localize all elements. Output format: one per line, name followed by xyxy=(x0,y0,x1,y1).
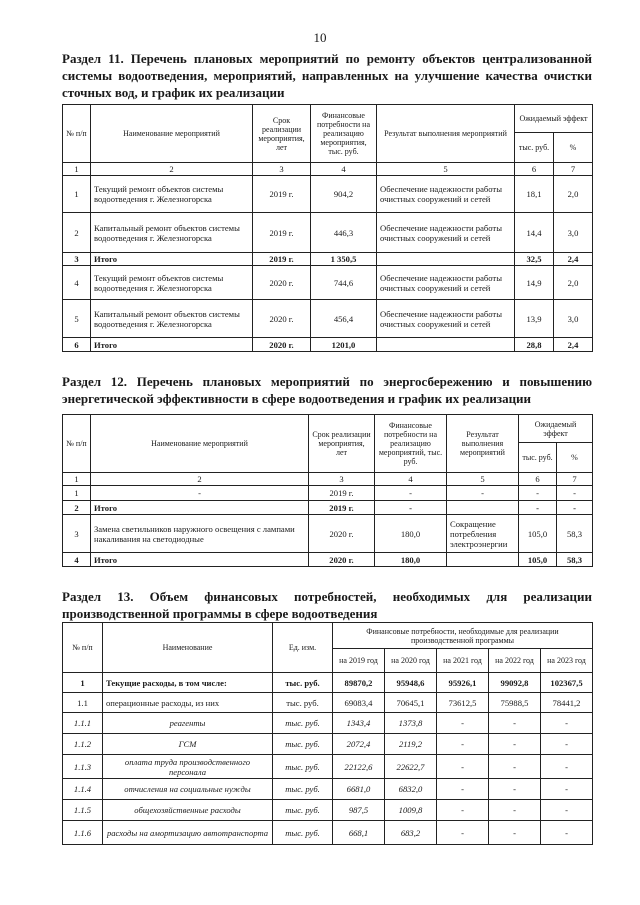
row-unit: тыс. руб. xyxy=(273,693,333,713)
row-pct: 58,3 xyxy=(557,515,593,553)
table-row xyxy=(63,266,593,300)
col-number: 4 xyxy=(311,163,377,176)
header-effect-pct: % xyxy=(557,443,593,473)
row-name: Текущий ремонт объектов системы водоотведения г. Железногорска xyxy=(91,266,253,300)
row-term: 2020 г. xyxy=(309,515,375,553)
row-term: 2019 г. xyxy=(253,176,311,213)
row-value: 22122,6 xyxy=(333,755,385,779)
row-name: Замена светильников наружного освещения с лампами накаливания на светодиодные xyxy=(91,515,309,553)
section-11-table xyxy=(62,104,593,352)
row-value: - xyxy=(437,779,489,800)
header-finance: Финансовые потребности, необходимые для реализации производственной программы xyxy=(333,623,593,649)
section-11-heading: Раздел 11. Перечень плановых мероприятий по ремонту объектов централизованной системы водоотведения, мероприятий, направленных на улучшение качества очистки сточных вод, и график их реализации xyxy=(62,51,592,100)
col-number: 1 xyxy=(63,473,91,486)
header-name: Наименование мероприятий xyxy=(91,105,253,163)
row-name: общехозяйственные расходы xyxy=(103,800,273,821)
header-effect-pct: % xyxy=(554,133,593,163)
row-unit: тыс. руб. xyxy=(273,673,333,693)
header-effect-rub: тыс. руб. xyxy=(519,443,557,473)
row-value: 22622,7 xyxy=(385,755,437,779)
row-result xyxy=(377,253,515,266)
row-value: - xyxy=(437,713,489,734)
table-row xyxy=(63,734,593,755)
column-number-row xyxy=(63,163,593,176)
row-rub: - xyxy=(519,501,557,515)
row-name: Капитальный ремонт объектов системы водоотведения г. Железногорска xyxy=(91,213,253,253)
col-number: 5 xyxy=(377,163,515,176)
row-num: 1.1.3 xyxy=(63,755,103,779)
row-rub: 32,5 xyxy=(515,253,554,266)
table-row xyxy=(63,713,593,734)
row-name: Текущий ремонт объектов системы водоотведения г. Железногорска xyxy=(91,176,253,213)
row-term: 2020 г. xyxy=(253,300,311,338)
header-unit: Ед. изм. xyxy=(273,623,333,673)
row-unit: тыс. руб. xyxy=(273,779,333,800)
column-number-row xyxy=(63,473,593,486)
row-num: 2 xyxy=(63,501,91,515)
row-unit: тыс. руб. xyxy=(273,821,333,845)
row-value: 6681,0 xyxy=(333,779,385,800)
row-value: - xyxy=(541,734,593,755)
row-term: 2020 г. xyxy=(309,553,375,567)
row-finance: 180,0 xyxy=(375,553,447,567)
row-name: Текущие расходы, в том числе: xyxy=(103,673,273,693)
row-pct: 2,0 xyxy=(554,266,593,300)
row-result: Обеспечение надежности работы очистных сооружений и сетей xyxy=(377,176,515,213)
row-name: ГСМ xyxy=(103,734,273,755)
row-term: 2020 г. xyxy=(253,338,311,352)
col-number: 7 xyxy=(557,473,593,486)
header-name: Наименование xyxy=(103,623,273,673)
col-number: 4 xyxy=(375,473,447,486)
header-finance: Финансовые потребности на реализацию мероприятий, тыс. руб. xyxy=(375,415,447,473)
row-value: 2119,2 xyxy=(385,734,437,755)
header-effect: Ожидаемый эффект xyxy=(515,105,593,133)
row-pct: - xyxy=(557,501,593,515)
header-year: на 2020 год xyxy=(385,649,437,673)
row-result xyxy=(377,338,515,352)
header-term: Срок реализации мероприятия, лет xyxy=(309,415,375,473)
row-value: - xyxy=(489,755,541,779)
row-rub: - xyxy=(519,486,557,501)
total-row xyxy=(63,253,593,266)
col-number: 7 xyxy=(554,163,593,176)
section-12-heading: Раздел 12. Перечень плановых мероприятий по энергосбережению и повышению энергетической эффективности в сфере водоотведения и график их реализации xyxy=(62,374,592,406)
row-value: - xyxy=(541,713,593,734)
row-num: 3 xyxy=(63,253,91,266)
table-row xyxy=(63,800,593,821)
row-unit: тыс. руб. xyxy=(273,734,333,755)
row-num: 3 xyxy=(63,515,91,553)
row-name: отчисления на социальные нужды xyxy=(103,779,273,800)
row-name: Капитальный ремонт объектов системы водоотведения г. Железногорска xyxy=(91,300,253,338)
row-name: Итого xyxy=(91,553,309,567)
row-rub: 18,1 xyxy=(515,176,554,213)
row-result xyxy=(447,501,519,515)
row-value: - xyxy=(489,713,541,734)
row-num: 1 xyxy=(63,486,91,501)
row-finance: 744,6 xyxy=(311,266,377,300)
row-finance: 456,4 xyxy=(311,300,377,338)
row-num: 1.1.2 xyxy=(63,734,103,755)
row-pct: 2,4 xyxy=(554,253,593,266)
row-value: 6832,0 xyxy=(385,779,437,800)
col-number: 3 xyxy=(253,163,311,176)
row-value: 668,1 xyxy=(333,821,385,845)
row-value: 70645,1 xyxy=(385,693,437,713)
row-finance: 1 350,5 xyxy=(311,253,377,266)
row-rub: 105,0 xyxy=(519,553,557,567)
row-value: - xyxy=(437,800,489,821)
row-num: 1.1.4 xyxy=(63,779,103,800)
section-12-table xyxy=(62,414,593,567)
header-year: на 2021 год xyxy=(437,649,489,673)
row-value: - xyxy=(541,821,593,845)
header-result: Результат выполнения мероприятий xyxy=(447,415,519,473)
header-year: на 2019 год xyxy=(333,649,385,673)
row-value: 69083,4 xyxy=(333,693,385,713)
row-value: 1009,8 xyxy=(385,800,437,821)
row-num: 5 xyxy=(63,300,91,338)
header-result: Результат выполнения мероприятий xyxy=(377,105,515,163)
row-term: 2019 г. xyxy=(253,213,311,253)
row-num: 1.1.6 xyxy=(63,821,103,845)
table-row xyxy=(63,213,593,253)
row-pct: - xyxy=(557,486,593,501)
row-value: 73612,5 xyxy=(437,693,489,713)
col-number: 6 xyxy=(515,163,554,176)
row-result: Обеспечение надежности работы очистных сооружений и сетей xyxy=(377,300,515,338)
row-num: 4 xyxy=(63,553,91,567)
col-number: 1 xyxy=(63,163,91,176)
header-term: Срок реализации мероприятия, лет xyxy=(253,105,311,163)
row-value: - xyxy=(541,800,593,821)
section-13-table xyxy=(62,622,593,845)
row-num: 1 xyxy=(63,673,103,693)
table-row xyxy=(63,779,593,800)
row-finance: 1201,0 xyxy=(311,338,377,352)
row-result: Обеспечение надежности работы очистных сооружений и сетей xyxy=(377,266,515,300)
row-value: - xyxy=(437,821,489,845)
table-row xyxy=(63,673,593,693)
row-rub: 14,4 xyxy=(515,213,554,253)
row-value: 89870,2 xyxy=(333,673,385,693)
row-result: Сокращение потребления электроэнергии xyxy=(447,515,519,553)
row-value: 99092,8 xyxy=(489,673,541,693)
row-term: 2019 г. xyxy=(309,486,375,501)
row-unit: тыс. руб. xyxy=(273,713,333,734)
row-value: 1373,8 xyxy=(385,713,437,734)
row-value: 987,5 xyxy=(333,800,385,821)
section-13-heading: Раздел 13. Объем финансовых потребностей, необходимых для реализации производственной программы в сфере водоотведения xyxy=(62,589,592,621)
header-num: № п/п xyxy=(63,623,103,673)
row-value: - xyxy=(489,821,541,845)
row-value: - xyxy=(489,734,541,755)
row-value: 75988,5 xyxy=(489,693,541,713)
row-rub: 105,0 xyxy=(519,515,557,553)
row-num: 2 xyxy=(63,213,91,253)
row-result: Обеспечение надежности работы очистных сооружений и сетей xyxy=(377,213,515,253)
table-row xyxy=(63,515,593,553)
row-name: Итого xyxy=(91,338,253,352)
row-term: 2020 г. xyxy=(253,266,311,300)
row-term: 2019 г. xyxy=(253,253,311,266)
row-pct: 2,0 xyxy=(554,176,593,213)
header-effect: Ожидаемый эффект xyxy=(519,415,593,443)
row-result: - xyxy=(447,486,519,501)
row-value: - xyxy=(489,800,541,821)
row-name: реагенты xyxy=(103,713,273,734)
row-unit: тыс. руб. xyxy=(273,755,333,779)
row-pct: 3,0 xyxy=(554,300,593,338)
table-row xyxy=(63,755,593,779)
col-number: 2 xyxy=(91,163,253,176)
header-finance: Финансовые потребности на реализацию мероприятия, тыс. руб. xyxy=(311,105,377,163)
row-num: 1 xyxy=(63,176,91,213)
row-value: 683,2 xyxy=(385,821,437,845)
row-name: - xyxy=(91,486,309,501)
row-value: - xyxy=(437,734,489,755)
row-finance: 180,0 xyxy=(375,515,447,553)
row-name: операционные расходы, из них xyxy=(103,693,273,713)
header-num: № п/п xyxy=(63,415,91,473)
row-num: 1.1 xyxy=(63,693,103,713)
table-row xyxy=(63,821,593,845)
row-rub: 14,9 xyxy=(515,266,554,300)
col-number: 2 xyxy=(91,473,309,486)
row-value: 78441,2 xyxy=(541,693,593,713)
row-rub: 28,8 xyxy=(515,338,554,352)
row-pct: 3,0 xyxy=(554,213,593,253)
header-year: на 2023 год xyxy=(541,649,593,673)
row-pct: 2,4 xyxy=(554,338,593,352)
header-name: Наименование мероприятий xyxy=(91,415,309,473)
total-row xyxy=(63,338,593,352)
row-value: 2072,4 xyxy=(333,734,385,755)
row-name: расходы на амортизацию автотранспорта xyxy=(103,821,273,845)
row-rub: 13,9 xyxy=(515,300,554,338)
row-value: - xyxy=(541,779,593,800)
row-num: 6 xyxy=(63,338,91,352)
header-num: № п/п xyxy=(63,105,91,163)
total-row xyxy=(63,553,593,567)
row-unit: тыс. руб. xyxy=(273,800,333,821)
table-row xyxy=(63,693,593,713)
col-number: 6 xyxy=(519,473,557,486)
row-num: 1.1.5 xyxy=(63,800,103,821)
row-value: - xyxy=(541,755,593,779)
row-value: 1343,4 xyxy=(333,713,385,734)
table-row xyxy=(63,300,593,338)
row-result xyxy=(447,553,519,567)
row-num: 1.1.1 xyxy=(63,713,103,734)
page-number: 10 xyxy=(313,30,327,45)
row-value: - xyxy=(489,779,541,800)
table-row xyxy=(63,176,593,213)
row-value: - xyxy=(437,755,489,779)
row-name: Итого xyxy=(91,501,309,515)
total-row xyxy=(63,501,593,515)
row-pct: 58,3 xyxy=(557,553,593,567)
header-effect-rub: тыс. руб. xyxy=(515,133,554,163)
table-row xyxy=(63,486,593,501)
col-number: 5 xyxy=(447,473,519,486)
col-number: 3 xyxy=(309,473,375,486)
row-name: Итого xyxy=(91,253,253,266)
row-value: 95926,1 xyxy=(437,673,489,693)
row-name: оплата труда производственного персонала xyxy=(103,755,273,779)
header-year: на 2022 год xyxy=(489,649,541,673)
row-finance: 446,3 xyxy=(311,213,377,253)
row-finance: 904,2 xyxy=(311,176,377,213)
row-finance: - xyxy=(375,501,447,515)
row-num: 4 xyxy=(63,266,91,300)
row-value: 95948,6 xyxy=(385,673,437,693)
row-term: 2019 г. xyxy=(309,501,375,515)
row-value: 102367,5 xyxy=(541,673,593,693)
row-finance: - xyxy=(375,486,447,501)
